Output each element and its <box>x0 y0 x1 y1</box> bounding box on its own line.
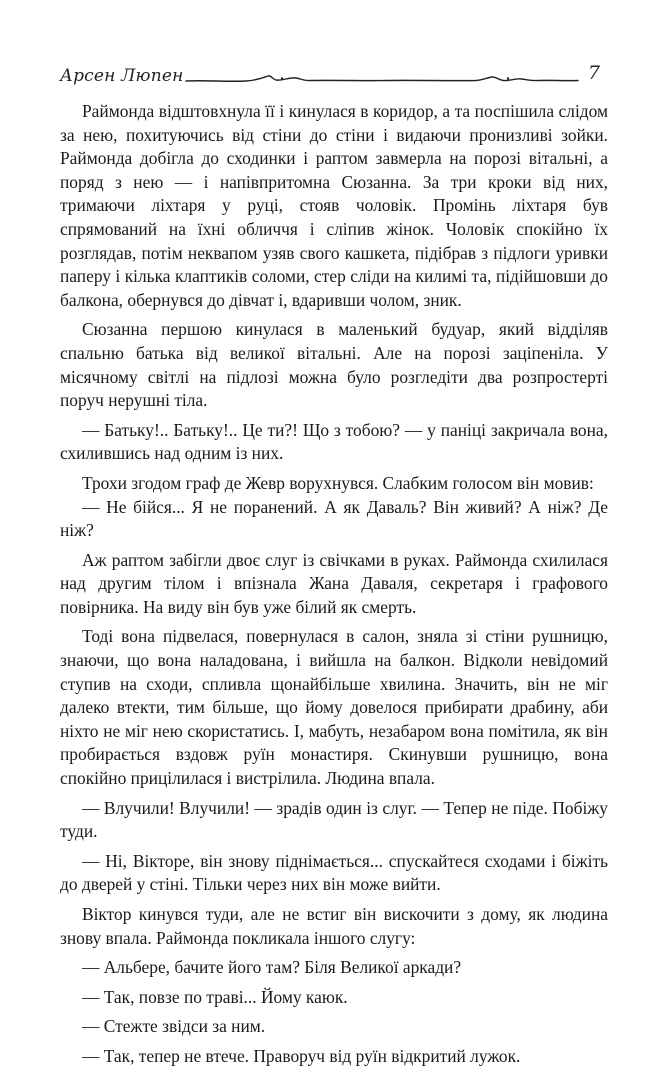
paragraph: — Батьку!.. Батьку!.. Це ти?! Що з тобою? — у паніці закричала вона, схилившись над одним із них. <box>60 419 608 464</box>
paragraph: Раймонда відштовхнула її і кинулася в коридор, а та поспішила слідом за нею, похитуючись від стіни до стіни і видаючи пронизливі зойки. Раймонда добігла до сходинки і раптом завмерла на порозі вітальні, а поряд з нею — і напівпритомна Сюзанна. За три кроки від них, тримаючи ліхтаря у руці, стояв чоловік. Промінь ліхтаря був спрямований на їхні обличчя і сліпив жінок. Чоловік спокійно їх розглядав, потім неквапом узяв свого кашкета, підібрав з підлоги уривки паперу і кілька клаптиків соломи, стер сліди на килимі та, підійшовши до балкона, обернувся до дівчат і, вдаривши чолом, зник. <box>60 101 608 310</box>
paragraph: — Альбере, бачите його там? Біля Великої аркади? <box>82 957 462 978</box>
paragraph: — Влучили! Влучили! — зрадів один із слуг. — Тепер не піде. Побіжу туди. <box>60 797 608 842</box>
paragraph: Аж раптом забігли двоє слуг із свічками в руках. Раймонда схилилася над другим тілом і впізнала Жана Даваля, секретаря і графового повірника. На виду він був уже білий як смерть. <box>60 549 608 617</box>
paragraph: Віктор кинувся туди, але не встиг він вискочити з дому, як людина знову впала. Раймонда покликала іншого слугу: <box>60 904 608 948</box>
paragraph: Сюзанна першою кинулася в маленький будуар, який відділяв спальню батька від великої вітальні. Але на порозі заціпеніла. У місячному світлі на підлозі можна було розгледіти два розпростерті поруч нерушні тіла. <box>60 319 608 411</box>
paragraph: — Стежте звідси за ним. <box>82 1016 266 1037</box>
paragraph: — Так, тепер не втече. Праворуч від руїн відкритий лужок. <box>82 1045 521 1066</box>
paragraph: — Не бійся... Я не поранений. А як Даваль? Він живий? А ніж? Де ніж? <box>60 496 608 541</box>
page-header <box>60 60 610 100</box>
paragraph: — Ні, Вікторе, він знову піднімається... спускайтеся сходами і біжіть до дверей у стіні. Тільки через них він може вийти. <box>60 850 608 895</box>
paragraph: Тоді вона підвелася, повернулася в салон, зняла зі стіни рушницю, знаючи, що вона наладована, і вийшла на балкон. Відколи невідомий ступив на сходи, спливла щонайбільше хвилина. Значить, він не міг далеко втекти, тим більше, що йому довелося прибирати драбину, аби ніхто не міг нею скористатись. І, мабуть, незабаром вона помітила, як він пробирається вздовж руїн монастиря. Скинувши рушницю, вона спокійно прицілилася і вистрілила. Людина впала. <box>60 626 608 789</box>
main-text <box>60 100 608 1075</box>
paragraph: — Так, повзе по траві... Йому каюк. <box>82 986 348 1007</box>
paragraph: Трохи згодом граф де Жевр ворухнувся. Слабким голосом він мовив: <box>82 472 594 493</box>
running-title: Арсен Люпен <box>60 66 184 86</box>
page-number: 7 <box>587 62 600 84</box>
ornamental-rule <box>186 72 578 88</box>
